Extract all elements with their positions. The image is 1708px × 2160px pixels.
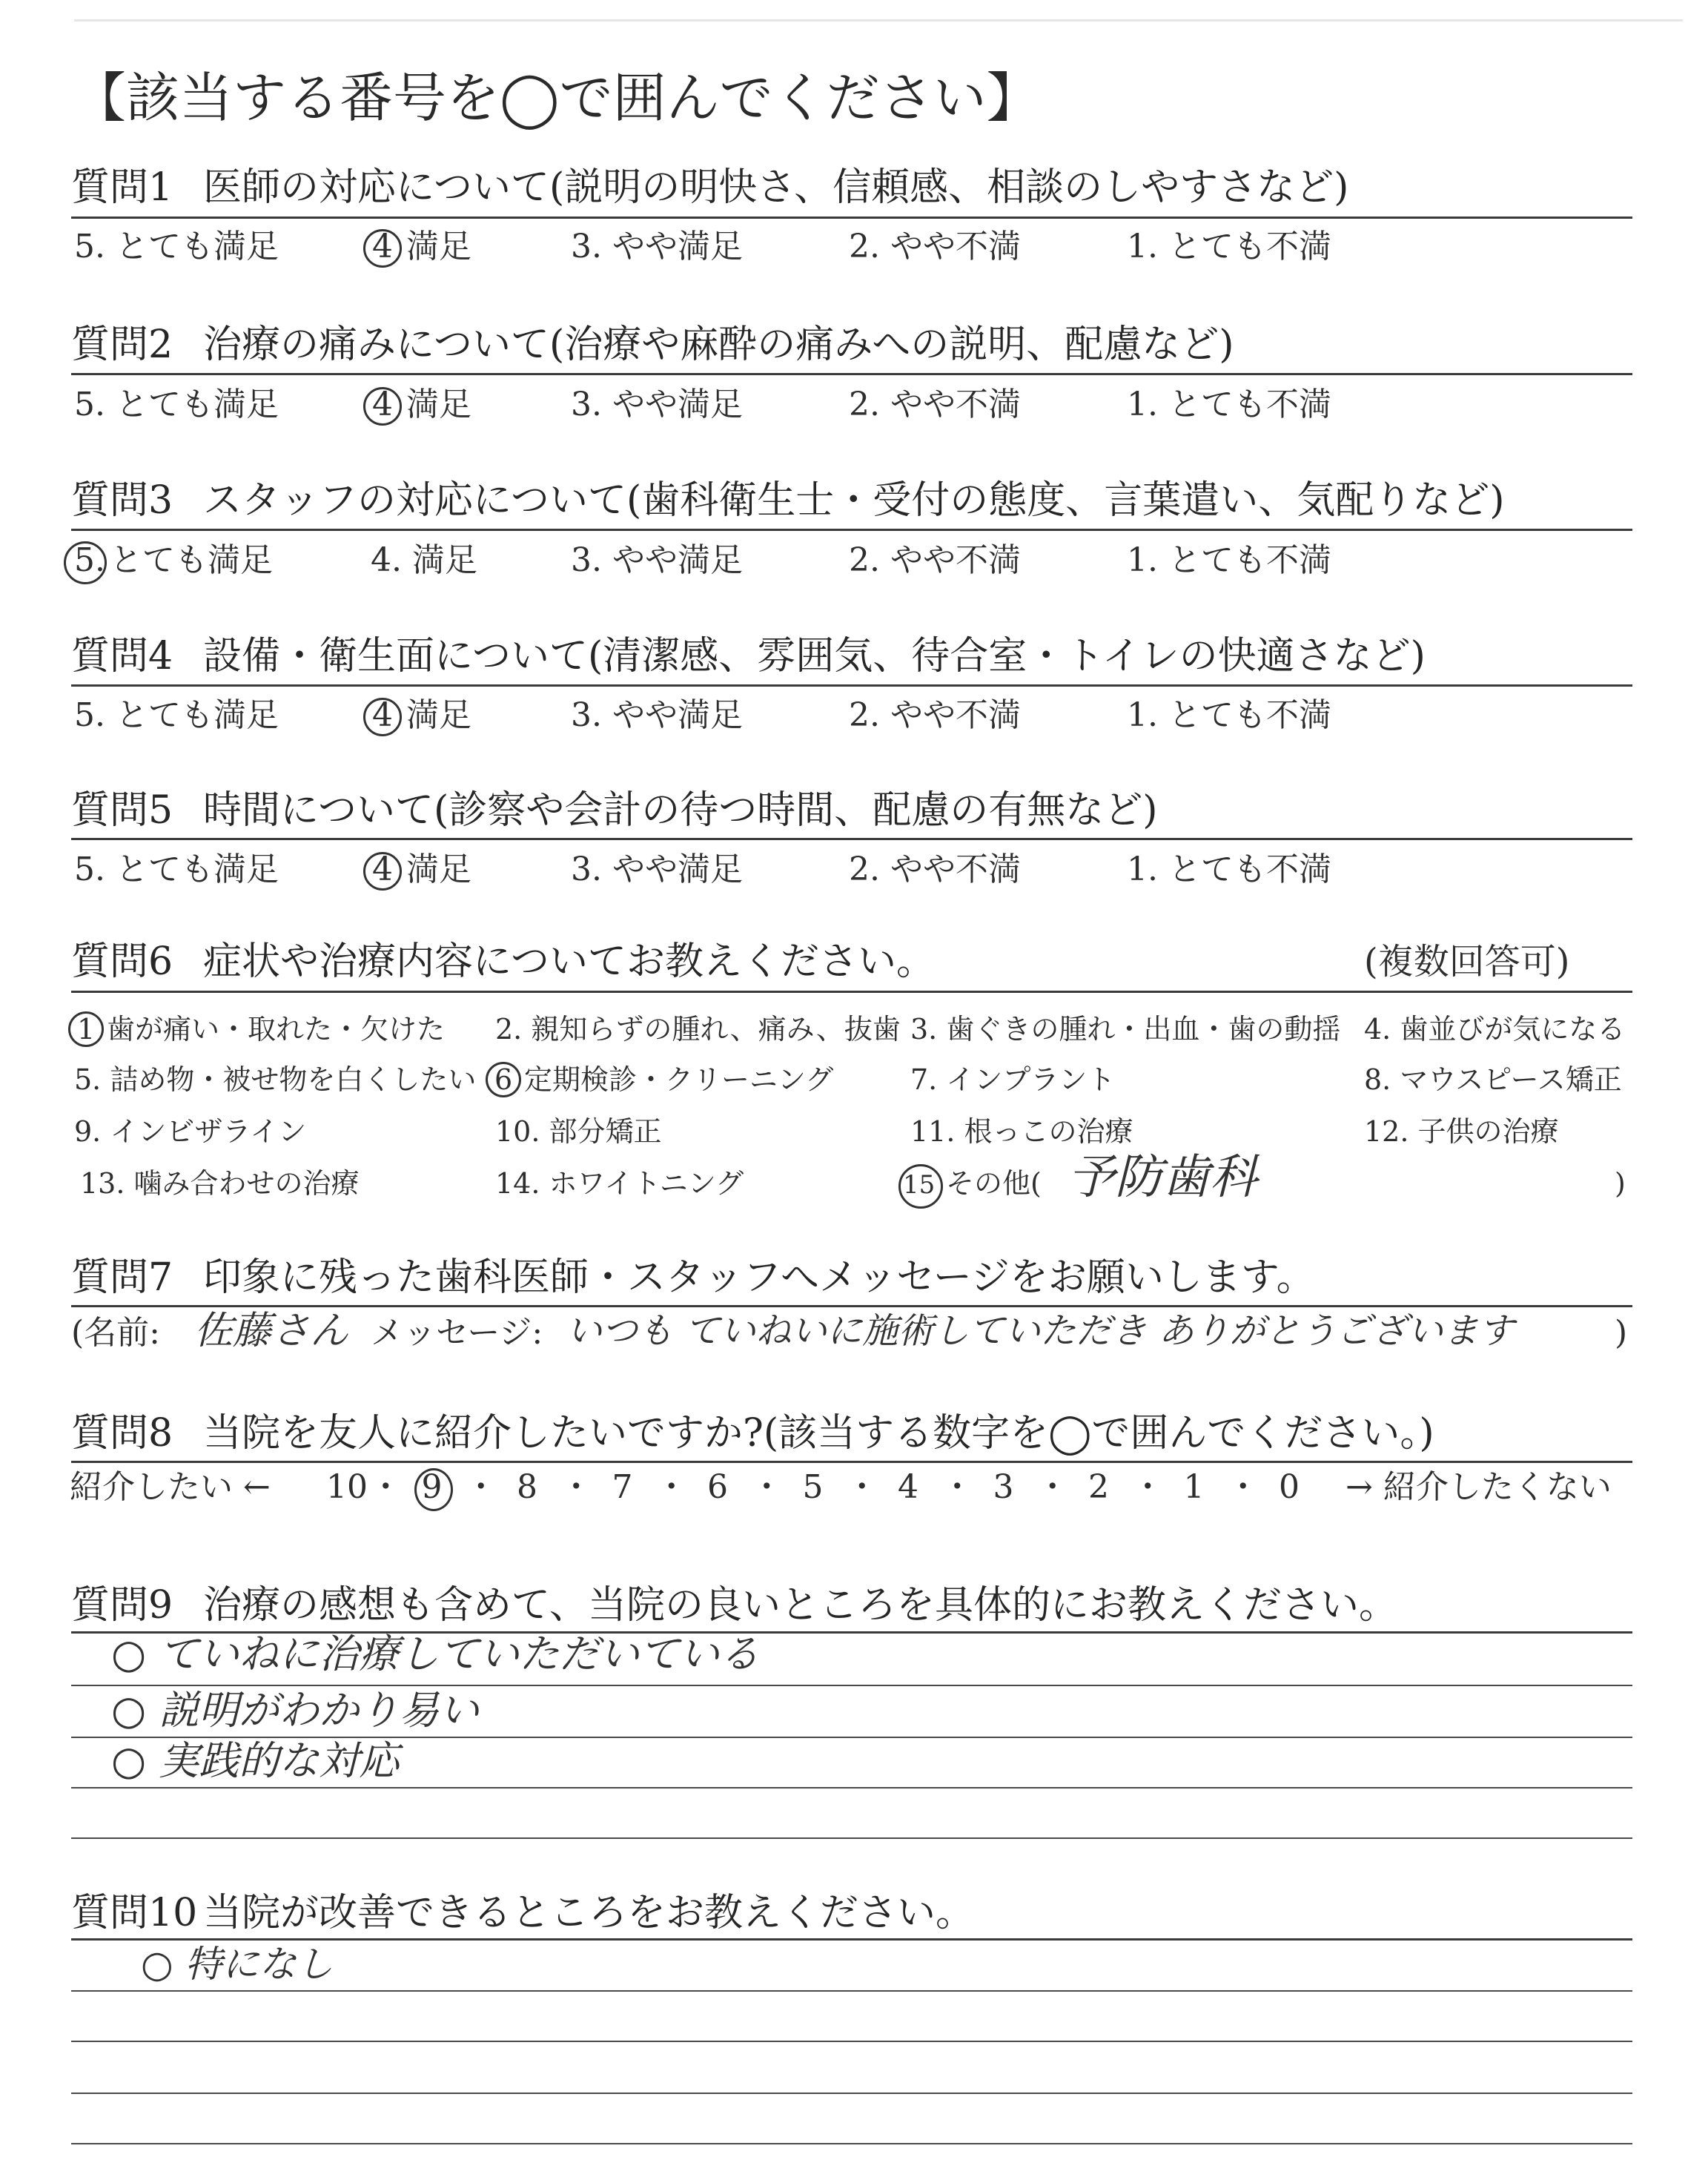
page-title: 【該当する番号を◯で囲んでください】	[73, 67, 1040, 129]
q8-scale-separator: ・	[750, 1468, 784, 1506]
q7-message-handwritten: いつも ていねいに施術していただき ありがとうございます	[566, 1310, 1515, 1352]
q6-other-close: )	[1615, 1167, 1626, 1200]
q8-left-label: 紹介したい ←	[70, 1468, 271, 1506]
q4-title	[71, 630, 1426, 682]
q6-option-10[interactable]: 10. 部分矯正	[495, 1115, 662, 1148]
q5-number: 質問5	[71, 788, 173, 833]
q6-other-handwritten: 予防歯科	[1068, 1150, 1257, 1205]
q8-scale-item-5[interactable]: 5	[802, 1468, 824, 1506]
q8-scale-separator: ・	[1131, 1468, 1165, 1506]
q8-scale-separator: ・	[1036, 1468, 1069, 1506]
q8-rule	[71, 1461, 1632, 1463]
q10-line-5	[71, 2143, 1632, 2144]
q7-name-label: (名前:	[71, 1314, 160, 1352]
q6-option-8[interactable]: 8. マウスピース矯正	[1364, 1063, 1622, 1096]
q2-title	[71, 319, 1234, 371]
q4-option-5[interactable]: 5. とても満足	[74, 696, 279, 734]
q2-rule	[71, 373, 1632, 375]
q4-number: 質問4	[71, 634, 173, 678]
q8-scale-item-4[interactable]: 4	[898, 1468, 918, 1506]
q6-text: 症状や治療内容についてお教えください。	[203, 939, 935, 984]
q8-scale-separator: ・	[941, 1468, 974, 1506]
q6-option-12[interactable]: 12. 子供の治療	[1364, 1115, 1559, 1148]
q6-option-14[interactable]: 14. ホワイトニング	[495, 1167, 744, 1200]
q8-scale-item-2[interactable]: 2	[1088, 1468, 1109, 1506]
q9-answer-3: ○ 実践的な対応	[111, 1737, 400, 1784]
q6-rule	[71, 991, 1632, 993]
q8-scale-item-10[interactable]: 10	[326, 1468, 368, 1506]
q8-number: 質問8	[71, 1411, 173, 1456]
q9-line-4	[71, 1787, 1632, 1789]
q8-scale-item-1[interactable]: 1	[1183, 1468, 1205, 1506]
q4-option-1[interactable]: 1. とても不満	[1127, 696, 1331, 734]
q1-option-1[interactable]: 1. とても不満	[1127, 228, 1331, 265]
q2-number: 質問2	[71, 323, 173, 367]
q1-title	[71, 162, 1348, 214]
q2-option-3[interactable]: 3. やや満足	[571, 386, 743, 423]
q8-scale-separator: ・	[464, 1468, 497, 1506]
q10-number: 質問10	[71, 1891, 198, 1935]
q6-multiple-note: (複数回答可)	[1364, 941, 1570, 982]
q8-scale-item-8[interactable]: 8	[517, 1468, 537, 1506]
q3-title	[71, 475, 1505, 526]
q5-option-2[interactable]: 2. やや不満	[849, 851, 1021, 888]
q8-text: 当院を友人に紹介したいですか?(該当する数字を◯で囲んでください。)	[203, 1411, 1434, 1456]
q9-answer-2: ○ 説明がわかり易い	[111, 1687, 480, 1734]
q4-option-2[interactable]: 2. やや不満	[849, 696, 1021, 734]
q7-close: )	[1615, 1314, 1628, 1352]
q4-text: 設備・衛生面について(清潔感、雰囲気、待合室・トイレの快適さなど)	[203, 634, 1426, 678]
q2-option-1[interactable]: 1. とても不満	[1127, 386, 1331, 423]
q8-scale-separator: ・	[845, 1468, 878, 1506]
q7-name-handwritten: 佐藤さん	[194, 1309, 349, 1353]
q9-number: 質問9	[71, 1583, 173, 1628]
q6-option-9[interactable]: 9. インビザライン	[74, 1115, 307, 1148]
q3-option-2[interactable]: 2. やや不満	[849, 541, 1021, 579]
q8-scale-separator: ・	[655, 1468, 688, 1506]
q6-option-2[interactable]: 2. 親知らずの腫れ、痛み、抜歯	[495, 1013, 901, 1046]
q3-number: 質問3	[71, 478, 173, 523]
q6-number: 質問6	[71, 939, 173, 984]
q6-option-5[interactable]: 5. 詰め物・被せ物を白くしたい	[74, 1063, 477, 1096]
q8-scale-item-3[interactable]: 3	[993, 1468, 1014, 1506]
q1-option-3[interactable]: 3. やや満足	[571, 228, 743, 265]
q8-scale-item-9[interactable]: 9	[421, 1468, 443, 1506]
q7-text: 印象に残った歯科医師・スタッフへメッセージをお願いします。	[203, 1255, 1315, 1300]
q5-option-3[interactable]: 3. やや満足	[571, 851, 743, 888]
q8-scale-separator: ・	[369, 1468, 403, 1506]
q6-option-3[interactable]: 3. 歯ぐきの腫れ・出血・歯の動揺	[910, 1013, 1341, 1046]
q1-option-5[interactable]: 5. とても満足	[74, 228, 279, 265]
q5-title	[71, 785, 1158, 836]
q3-option-4[interactable]: 4. 満足	[371, 541, 477, 579]
q3-text: スタッフの対応について(歯科衛生士・受付の態度、言葉遣い、気配りなど)	[203, 478, 1505, 523]
q10-text: 当院が改善できるところをお教えください。	[203, 1891, 975, 1935]
q9-title	[71, 1579, 1397, 1631]
q6-option-7[interactable]: 7. インプラント	[910, 1063, 1116, 1096]
q7-title	[71, 1252, 1315, 1304]
q8-scale-item-6[interactable]: 6	[707, 1468, 728, 1506]
q6-option-11[interactable]: 11. 根っこの治療	[910, 1115, 1133, 1148]
q9-line-5	[71, 1837, 1632, 1839]
q7-message-label: メッセージ:	[371, 1314, 543, 1352]
q8-scale-item-7[interactable]: 7	[612, 1468, 633, 1506]
q3-option-3[interactable]: 3. やや満足	[571, 541, 743, 579]
q4-option-3[interactable]: 3. やや満足	[571, 696, 743, 734]
q2-option-2[interactable]: 2. やや不満	[849, 386, 1021, 423]
q10-line-4	[71, 2093, 1632, 2094]
q6-title	[71, 936, 935, 988]
q7-number: 質問7	[71, 1255, 173, 1300]
survey-page: 【該当する番号を◯で囲んでください】 質問1 医師の対応について(説明の明快さ、信頼感、相談のしやすさなど) 5. とても満足 4 満足 3. やや満足 2. やや不満 1. とても不満 質問2 治療の痛みについて(治療や麻酔の痛みへの説明、配慮など) 5. とても満足 4 満足 3. やや満足 2. やや不満 1. とても不満 質問3 スタッフの対応について(歯科衛生士・受付の態度、言葉遣い、気配りなど) 5. とても満足 4. 満足 3. やや満足 2. やや不満 1. とても不満 質問4 設備・衛生面について(清潔感、雰囲気、待合室・トイレの快適さなど) 5. とても満足 4 満足 3. やや満足 2. やや不満 1. とても不満 質問5 時間について(診察や会計の待つ時間、配慮の有無など) 5. とても満足 4 満足 3. やや満足 2. やや不満 1. とても不満 質問6 症状や治療内容についてお教えください。 (複数回答可) 1 歯が痛い・取れた・欠けた 2. 親知らずの腫れ、痛み、抜歯 3. 歯ぐきの腫れ・出血・歯の動揺 4. 歯並びが気になる 5. 詰め物・被せ物を白くしたい 6 定期検診・クリーニング 7. インプラント 8. マウスピース矯正 9. インビザライン 10. 部分矯正 11. 根っこの治療 12. 子供の治療 13. 噛み合わせの治療 14. ホワイトニング 15 その他( 予防歯科 ) 質問7 印象に残った歯科医師・スタッフへメッセージをお願いします。 (名前: 佐藤さん メッセージ: いつも ていねいに施術していただき ありがとうございます ) 質問8 当院を友人に紹介したいですか?(該当する数字を◯で囲んでください。) 紹介したい ← 10 ・ 9 ・ 8 ・ 7 ・ 6 ・ 5 ・ 4 ・ 3 ・ 2 ・ 1 ・ 0 → 紹介したくない 質問9 治療の感想も含めて、当院の良いところを具体的にお教えください。 ○ ていねに治療していただいている ○ 説明がわかり易い ○ 実践的な対応 質問10 当院が改善できるところをお教えください。 ○ 特になし	[0, 0, 1708, 2160]
q8-scale-item-0[interactable]: 0	[1279, 1468, 1300, 1506]
q8-scale-separator: ・	[1226, 1468, 1260, 1506]
q10-line-3	[71, 2041, 1632, 2042]
q1-rule	[71, 217, 1632, 219]
q10-line-2	[71, 1990, 1632, 1992]
q5-option-5[interactable]: 5. とても満足	[74, 851, 279, 888]
q5-rule	[71, 838, 1632, 840]
q2-text: 治療の痛みについて(治療や麻酔の痛みへの説明、配慮など)	[203, 323, 1234, 367]
q3-rule	[71, 529, 1632, 531]
q2-option-5[interactable]: 5. とても満足	[74, 386, 279, 423]
q8-circle-mark	[414, 1468, 453, 1511]
q6-option-13[interactable]: 13. 噛み合わせの治療	[80, 1167, 360, 1200]
q4-rule	[71, 684, 1632, 687]
q8-title	[71, 1407, 1434, 1459]
q9-text: 治療の感想も含めて、当院の良いところを具体的にお教えください。	[203, 1583, 1397, 1628]
q5-text: 時間について(診察や会計の待つ時間、配慮の有無など)	[203, 788, 1158, 833]
q8-scale-separator: ・	[560, 1468, 593, 1506]
q6-option-4[interactable]: 4. 歯並びが気になる	[1364, 1013, 1626, 1046]
q10-answer-1: ○ 特になし	[141, 1943, 334, 1986]
q3-option-1[interactable]: 1. とても不満	[1127, 541, 1331, 579]
q10-title	[71, 1887, 974, 1939]
q8-right-label: → 紹介したくない	[1345, 1468, 1612, 1506]
q1-text: 医師の対応について(説明の明快さ、信頼感、相談のしやすさなど)	[203, 165, 1349, 210]
q1-option-2[interactable]: 2. やや不満	[849, 228, 1021, 265]
top-edge-line	[74, 19, 1683, 22]
q9-answer-1: ○ ていねに治療していただいている	[111, 1631, 760, 1677]
q1-number: 質問1	[71, 165, 173, 210]
q5-option-1[interactable]: 1. とても不満	[1127, 851, 1331, 888]
